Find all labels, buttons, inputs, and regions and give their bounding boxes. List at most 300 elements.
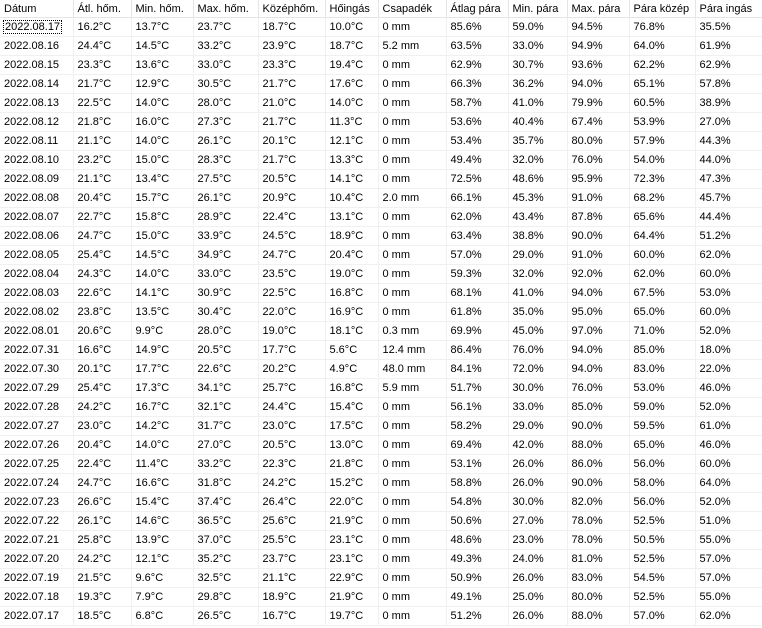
cell-max-temp[interactable]: [193, 189, 258, 208]
cell-min-humidity[interactable]: [508, 37, 567, 56]
cell-humidity-range[interactable]: [695, 493, 762, 512]
cell-date[interactable]: [0, 588, 73, 607]
cell-max-temp[interactable]: [193, 550, 258, 569]
cell-max-humidity[interactable]: [567, 227, 629, 246]
cell-avg-humidity[interactable]: [446, 569, 508, 588]
cell-humidity-range[interactable]: [695, 246, 762, 265]
cell-avg-temp[interactable]: [73, 94, 131, 113]
cell-max-humidity[interactable]: [567, 189, 629, 208]
cell-avg-humidity[interactable]: [446, 113, 508, 132]
cell-mid-humidity[interactable]: [629, 56, 695, 75]
table-row[interactable]: [0, 265, 762, 284]
cell-max-temp[interactable]: [193, 37, 258, 56]
cell-avg-temp[interactable]: [73, 303, 131, 322]
cell-date[interactable]: [0, 265, 73, 284]
cell-avg-humidity[interactable]: [446, 189, 508, 208]
cell-date[interactable]: [0, 341, 73, 360]
cell-humidity-range[interactable]: [695, 151, 762, 170]
cell-mid-humidity[interactable]: [629, 417, 695, 436]
cell-humidity-range[interactable]: [695, 113, 762, 132]
cell-max-humidity[interactable]: [567, 607, 629, 626]
cell-temp-range[interactable]: [325, 18, 378, 37]
cell-avg-temp[interactable]: [73, 607, 131, 626]
cell-avg-humidity[interactable]: [446, 588, 508, 607]
cell-temp-range[interactable]: [325, 322, 378, 341]
cell-avg-humidity[interactable]: [446, 474, 508, 493]
cell-max-humidity[interactable]: [567, 550, 629, 569]
cell-mid-temp[interactable]: [258, 360, 325, 379]
cell-avg-humidity[interactable]: [446, 417, 508, 436]
cell-avg-humidity[interactable]: [446, 208, 508, 227]
column-header-min-humidity[interactable]: Min. pára: [508, 0, 567, 18]
cell-min-humidity[interactable]: [508, 132, 567, 151]
cell-mid-temp[interactable]: [258, 607, 325, 626]
cell-date[interactable]: [0, 360, 73, 379]
column-header-precipitation[interactable]: Csapadék: [378, 0, 446, 18]
cell-min-temp[interactable]: [131, 398, 193, 417]
cell-temp-range[interactable]: [325, 493, 378, 512]
cell-mid-temp[interactable]: [258, 132, 325, 151]
cell-date[interactable]: [0, 379, 73, 398]
cell-max-humidity[interactable]: [567, 208, 629, 227]
cell-avg-temp[interactable]: [73, 18, 131, 37]
table-row[interactable]: [0, 588, 762, 607]
cell-avg-humidity[interactable]: [446, 550, 508, 569]
cell-avg-temp[interactable]: [73, 189, 131, 208]
cell-mid-temp[interactable]: [258, 569, 325, 588]
cell-temp-range[interactable]: [325, 398, 378, 417]
cell-precipitation[interactable]: [378, 151, 446, 170]
cell-max-temp[interactable]: [193, 379, 258, 398]
cell-mid-temp[interactable]: [258, 189, 325, 208]
table-row[interactable]: [0, 246, 762, 265]
cell-max-temp[interactable]: [193, 265, 258, 284]
cell-date[interactable]: [0, 436, 73, 455]
cell-date[interactable]: [0, 189, 73, 208]
cell-min-temp[interactable]: [131, 284, 193, 303]
cell-mid-humidity[interactable]: [629, 322, 695, 341]
cell-mid-humidity[interactable]: [629, 37, 695, 56]
column-header-max-humidity[interactable]: Max. pára: [567, 0, 629, 18]
cell-min-temp[interactable]: [131, 512, 193, 531]
cell-temp-range[interactable]: [325, 303, 378, 322]
cell-max-temp[interactable]: [193, 341, 258, 360]
cell-min-humidity[interactable]: [508, 398, 567, 417]
cell-max-humidity[interactable]: [567, 246, 629, 265]
cell-min-temp[interactable]: [131, 417, 193, 436]
cell-precipitation[interactable]: [378, 322, 446, 341]
column-header-min-temp[interactable]: Min. hőm.: [131, 0, 193, 18]
cell-humidity-range[interactable]: [695, 417, 762, 436]
cell-date[interactable]: [0, 493, 73, 512]
cell-date[interactable]: [0, 132, 73, 151]
cell-min-temp[interactable]: [131, 588, 193, 607]
cell-humidity-range[interactable]: [695, 588, 762, 607]
cell-mid-humidity[interactable]: [629, 18, 695, 37]
cell-temp-range[interactable]: [325, 189, 378, 208]
cell-avg-temp[interactable]: [73, 170, 131, 189]
cell-date[interactable]: [0, 550, 73, 569]
cell-max-temp[interactable]: [193, 227, 258, 246]
cell-precipitation[interactable]: [378, 113, 446, 132]
cell-mid-temp[interactable]: [258, 246, 325, 265]
cell-temp-range[interactable]: [325, 37, 378, 56]
cell-precipitation[interactable]: [378, 512, 446, 531]
cell-mid-humidity[interactable]: [629, 474, 695, 493]
cell-precipitation[interactable]: [378, 303, 446, 322]
cell-date[interactable]: [0, 151, 73, 170]
cell-avg-temp[interactable]: [73, 341, 131, 360]
cell-mid-humidity[interactable]: [629, 341, 695, 360]
cell-mid-humidity[interactable]: [629, 208, 695, 227]
cell-avg-humidity[interactable]: [446, 132, 508, 151]
cell-max-humidity[interactable]: [567, 18, 629, 37]
cell-precipitation[interactable]: [378, 170, 446, 189]
cell-humidity-range[interactable]: [695, 56, 762, 75]
cell-precipitation[interactable]: [378, 455, 446, 474]
cell-avg-temp[interactable]: [73, 265, 131, 284]
cell-avg-temp[interactable]: [73, 417, 131, 436]
cell-date[interactable]: [0, 227, 73, 246]
cell-min-temp[interactable]: [131, 189, 193, 208]
cell-mid-humidity[interactable]: [629, 113, 695, 132]
cell-avg-humidity[interactable]: [446, 94, 508, 113]
cell-mid-humidity[interactable]: [629, 303, 695, 322]
cell-min-temp[interactable]: [131, 474, 193, 493]
cell-min-humidity[interactable]: [508, 75, 567, 94]
cell-date[interactable]: [0, 474, 73, 493]
table-row[interactable]: [0, 607, 762, 626]
cell-precipitation[interactable]: [378, 37, 446, 56]
cell-min-temp[interactable]: [131, 607, 193, 626]
cell-date[interactable]: [0, 56, 73, 75]
cell-max-humidity[interactable]: [567, 379, 629, 398]
table-row[interactable]: [0, 474, 762, 493]
cell-precipitation[interactable]: [378, 75, 446, 94]
cell-min-humidity[interactable]: [508, 170, 567, 189]
cell-avg-humidity[interactable]: [446, 303, 508, 322]
column-header-mid-humidity[interactable]: Pára közép: [629, 0, 695, 18]
cell-min-humidity[interactable]: [508, 227, 567, 246]
cell-max-humidity[interactable]: [567, 265, 629, 284]
cell-precipitation[interactable]: [378, 398, 446, 417]
cell-max-humidity[interactable]: [567, 360, 629, 379]
cell-min-humidity[interactable]: [508, 550, 567, 569]
cell-max-temp[interactable]: [193, 246, 258, 265]
cell-humidity-range[interactable]: [695, 170, 762, 189]
cell-min-temp[interactable]: [131, 360, 193, 379]
cell-avg-temp[interactable]: [73, 436, 131, 455]
table-row[interactable]: [0, 455, 762, 474]
cell-mid-temp[interactable]: [258, 113, 325, 132]
table-row[interactable]: [0, 151, 762, 170]
cell-mid-humidity[interactable]: [629, 75, 695, 94]
cell-max-humidity[interactable]: [567, 493, 629, 512]
cell-avg-temp[interactable]: [73, 322, 131, 341]
cell-mid-humidity[interactable]: [629, 455, 695, 474]
cell-mid-temp[interactable]: [258, 379, 325, 398]
cell-mid-temp[interactable]: [258, 322, 325, 341]
cell-min-temp[interactable]: [131, 246, 193, 265]
cell-max-temp[interactable]: [193, 208, 258, 227]
cell-precipitation[interactable]: [378, 227, 446, 246]
cell-precipitation[interactable]: [378, 417, 446, 436]
cell-avg-humidity[interactable]: [446, 265, 508, 284]
cell-mid-humidity[interactable]: [629, 284, 695, 303]
cell-mid-temp[interactable]: [258, 303, 325, 322]
cell-min-humidity[interactable]: [508, 512, 567, 531]
cell-date[interactable]: [0, 246, 73, 265]
cell-precipitation[interactable]: [378, 569, 446, 588]
table-row[interactable]: [0, 436, 762, 455]
cell-mid-temp[interactable]: [258, 284, 325, 303]
table-row[interactable]: [0, 512, 762, 531]
cell-humidity-range[interactable]: [695, 512, 762, 531]
cell-avg-humidity[interactable]: [446, 341, 508, 360]
cell-min-temp[interactable]: [131, 170, 193, 189]
cell-mid-temp[interactable]: [258, 550, 325, 569]
cell-humidity-range[interactable]: [695, 436, 762, 455]
cell-min-humidity[interactable]: [508, 113, 567, 132]
table-row[interactable]: [0, 379, 762, 398]
cell-mid-humidity[interactable]: [629, 227, 695, 246]
cell-precipitation[interactable]: [378, 18, 446, 37]
cell-mid-humidity[interactable]: [629, 151, 695, 170]
table-row[interactable]: [0, 550, 762, 569]
cell-max-temp[interactable]: [193, 512, 258, 531]
cell-mid-humidity[interactable]: [629, 550, 695, 569]
cell-min-humidity[interactable]: [508, 322, 567, 341]
cell-avg-temp[interactable]: [73, 531, 131, 550]
cell-max-humidity[interactable]: [567, 398, 629, 417]
cell-max-temp[interactable]: [193, 398, 258, 417]
cell-mid-temp[interactable]: [258, 265, 325, 284]
cell-max-humidity[interactable]: [567, 132, 629, 151]
cell-min-humidity[interactable]: [508, 284, 567, 303]
column-header-humidity-range[interactable]: Pára ingás: [695, 0, 762, 18]
cell-precipitation[interactable]: [378, 246, 446, 265]
table-row[interactable]: [0, 322, 762, 341]
column-header-mid-temp[interactable]: Középhőm.: [258, 0, 325, 18]
cell-mid-humidity[interactable]: [629, 569, 695, 588]
cell-min-temp[interactable]: [131, 379, 193, 398]
cell-mid-humidity[interactable]: [629, 588, 695, 607]
table-row[interactable]: [0, 18, 762, 37]
cell-precipitation[interactable]: [378, 208, 446, 227]
column-header-max-temp[interactable]: Max. hőm.: [193, 0, 258, 18]
cell-date[interactable]: [0, 569, 73, 588]
cell-min-temp[interactable]: [131, 550, 193, 569]
table-row[interactable]: [0, 189, 762, 208]
cell-avg-temp[interactable]: [73, 512, 131, 531]
cell-avg-temp[interactable]: [73, 75, 131, 94]
cell-mid-temp[interactable]: [258, 436, 325, 455]
cell-max-temp[interactable]: [193, 607, 258, 626]
cell-min-humidity[interactable]: [508, 436, 567, 455]
cell-date[interactable]: [0, 208, 73, 227]
cell-date[interactable]: [0, 170, 73, 189]
cell-max-humidity[interactable]: [567, 474, 629, 493]
table-row[interactable]: [0, 132, 762, 151]
cell-max-humidity[interactable]: [567, 455, 629, 474]
cell-mid-temp[interactable]: [258, 37, 325, 56]
cell-humidity-range[interactable]: [695, 569, 762, 588]
cell-max-temp[interactable]: [193, 94, 258, 113]
cell-mid-temp[interactable]: [258, 512, 325, 531]
cell-avg-temp[interactable]: [73, 455, 131, 474]
cell-date[interactable]: [0, 284, 73, 303]
cell-date[interactable]: [0, 113, 73, 132]
cell-avg-humidity[interactable]: [446, 170, 508, 189]
cell-avg-temp[interactable]: [73, 493, 131, 512]
cell-min-humidity[interactable]: [508, 189, 567, 208]
cell-max-humidity[interactable]: [567, 94, 629, 113]
cell-min-temp[interactable]: [131, 341, 193, 360]
cell-min-humidity[interactable]: [508, 265, 567, 284]
cell-avg-humidity[interactable]: [446, 512, 508, 531]
cell-max-temp[interactable]: [193, 56, 258, 75]
cell-max-humidity[interactable]: [567, 341, 629, 360]
cell-temp-range[interactable]: [325, 341, 378, 360]
cell-avg-humidity[interactable]: [446, 493, 508, 512]
cell-mid-humidity[interactable]: [629, 170, 695, 189]
cell-max-temp[interactable]: [193, 493, 258, 512]
cell-min-temp[interactable]: [131, 569, 193, 588]
cell-temp-range[interactable]: [325, 512, 378, 531]
cell-precipitation[interactable]: [378, 607, 446, 626]
cell-precipitation[interactable]: [378, 94, 446, 113]
cell-avg-humidity[interactable]: [446, 246, 508, 265]
cell-min-humidity[interactable]: [508, 493, 567, 512]
cell-min-humidity[interactable]: [508, 455, 567, 474]
cell-date[interactable]: [0, 303, 73, 322]
cell-precipitation[interactable]: [378, 284, 446, 303]
cell-temp-range[interactable]: [325, 170, 378, 189]
cell-humidity-range[interactable]: [695, 227, 762, 246]
cell-temp-range[interactable]: [325, 531, 378, 550]
cell-mid-humidity[interactable]: [629, 246, 695, 265]
cell-max-humidity[interactable]: [567, 284, 629, 303]
cell-avg-humidity[interactable]: [446, 322, 508, 341]
cell-temp-range[interactable]: [325, 75, 378, 94]
cell-max-humidity[interactable]: [567, 170, 629, 189]
cell-precipitation[interactable]: [378, 265, 446, 284]
cell-temp-range[interactable]: [325, 569, 378, 588]
cell-avg-temp[interactable]: [73, 398, 131, 417]
cell-avg-humidity[interactable]: [446, 37, 508, 56]
cell-mid-temp[interactable]: [258, 493, 325, 512]
cell-temp-range[interactable]: [325, 227, 378, 246]
cell-avg-temp[interactable]: [73, 56, 131, 75]
cell-avg-temp[interactable]: [73, 151, 131, 170]
cell-temp-range[interactable]: [325, 607, 378, 626]
cell-min-humidity[interactable]: [508, 531, 567, 550]
cell-max-temp[interactable]: [193, 18, 258, 37]
cell-precipitation[interactable]: [378, 588, 446, 607]
cell-min-temp[interactable]: [131, 94, 193, 113]
cell-precipitation[interactable]: [378, 436, 446, 455]
cell-avg-humidity[interactable]: [446, 284, 508, 303]
table-row[interactable]: [0, 208, 762, 227]
cell-min-temp[interactable]: [131, 75, 193, 94]
cell-min-humidity[interactable]: [508, 151, 567, 170]
cell-avg-humidity[interactable]: [446, 227, 508, 246]
cell-max-temp[interactable]: [193, 151, 258, 170]
table-row[interactable]: [0, 170, 762, 189]
cell-date[interactable]: [0, 75, 73, 94]
cell-precipitation[interactable]: [378, 493, 446, 512]
cell-avg-temp[interactable]: [73, 227, 131, 246]
cell-temp-range[interactable]: [325, 284, 378, 303]
cell-mid-temp[interactable]: [258, 151, 325, 170]
cell-min-temp[interactable]: [131, 151, 193, 170]
cell-precipitation[interactable]: [378, 56, 446, 75]
cell-temp-range[interactable]: [325, 246, 378, 265]
cell-avg-humidity[interactable]: [446, 398, 508, 417]
cell-min-temp[interactable]: [131, 322, 193, 341]
cell-precipitation[interactable]: [378, 550, 446, 569]
cell-max-temp[interactable]: [193, 303, 258, 322]
column-header-temp-range[interactable]: Hőingás: [325, 0, 378, 18]
cell-temp-range[interactable]: [325, 550, 378, 569]
cell-avg-temp[interactable]: [73, 284, 131, 303]
cell-min-temp[interactable]: [131, 208, 193, 227]
cell-avg-humidity[interactable]: [446, 18, 508, 37]
cell-max-temp[interactable]: [193, 569, 258, 588]
cell-temp-range[interactable]: [325, 474, 378, 493]
cell-avg-temp[interactable]: [73, 550, 131, 569]
cell-max-humidity[interactable]: [567, 113, 629, 132]
cell-temp-range[interactable]: [325, 455, 378, 474]
cell-humidity-range[interactable]: [695, 132, 762, 151]
cell-mid-temp[interactable]: [258, 531, 325, 550]
cell-max-temp[interactable]: [193, 588, 258, 607]
cell-max-humidity[interactable]: [567, 37, 629, 56]
cell-precipitation[interactable]: [378, 189, 446, 208]
cell-avg-temp[interactable]: [73, 569, 131, 588]
cell-humidity-range[interactable]: [695, 455, 762, 474]
cell-min-humidity[interactable]: [508, 569, 567, 588]
cell-max-temp[interactable]: [193, 455, 258, 474]
cell-precipitation[interactable]: [378, 360, 446, 379]
cell-humidity-range[interactable]: [695, 398, 762, 417]
cell-humidity-range[interactable]: [695, 360, 762, 379]
cell-mid-temp[interactable]: [258, 208, 325, 227]
cell-avg-humidity[interactable]: [446, 151, 508, 170]
cell-mid-humidity[interactable]: [629, 360, 695, 379]
cell-max-temp[interactable]: [193, 360, 258, 379]
cell-temp-range[interactable]: [325, 208, 378, 227]
cell-avg-humidity[interactable]: [446, 75, 508, 94]
cell-min-humidity[interactable]: [508, 360, 567, 379]
cell-date[interactable]: [0, 94, 73, 113]
cell-date[interactable]: [0, 398, 73, 417]
cell-min-temp[interactable]: [131, 455, 193, 474]
cell-min-humidity[interactable]: [508, 379, 567, 398]
cell-max-humidity[interactable]: [567, 75, 629, 94]
cell-date[interactable]: [0, 607, 73, 626]
cell-mid-humidity[interactable]: [629, 493, 695, 512]
cell-min-humidity[interactable]: [508, 208, 567, 227]
cell-humidity-range[interactable]: [695, 94, 762, 113]
cell-avg-temp[interactable]: [73, 208, 131, 227]
cell-humidity-range[interactable]: [695, 265, 762, 284]
table-row[interactable]: [0, 341, 762, 360]
cell-max-humidity[interactable]: [567, 417, 629, 436]
cell-avg-temp[interactable]: [73, 37, 131, 56]
cell-max-temp[interactable]: [193, 284, 258, 303]
cell-mid-temp[interactable]: [258, 170, 325, 189]
